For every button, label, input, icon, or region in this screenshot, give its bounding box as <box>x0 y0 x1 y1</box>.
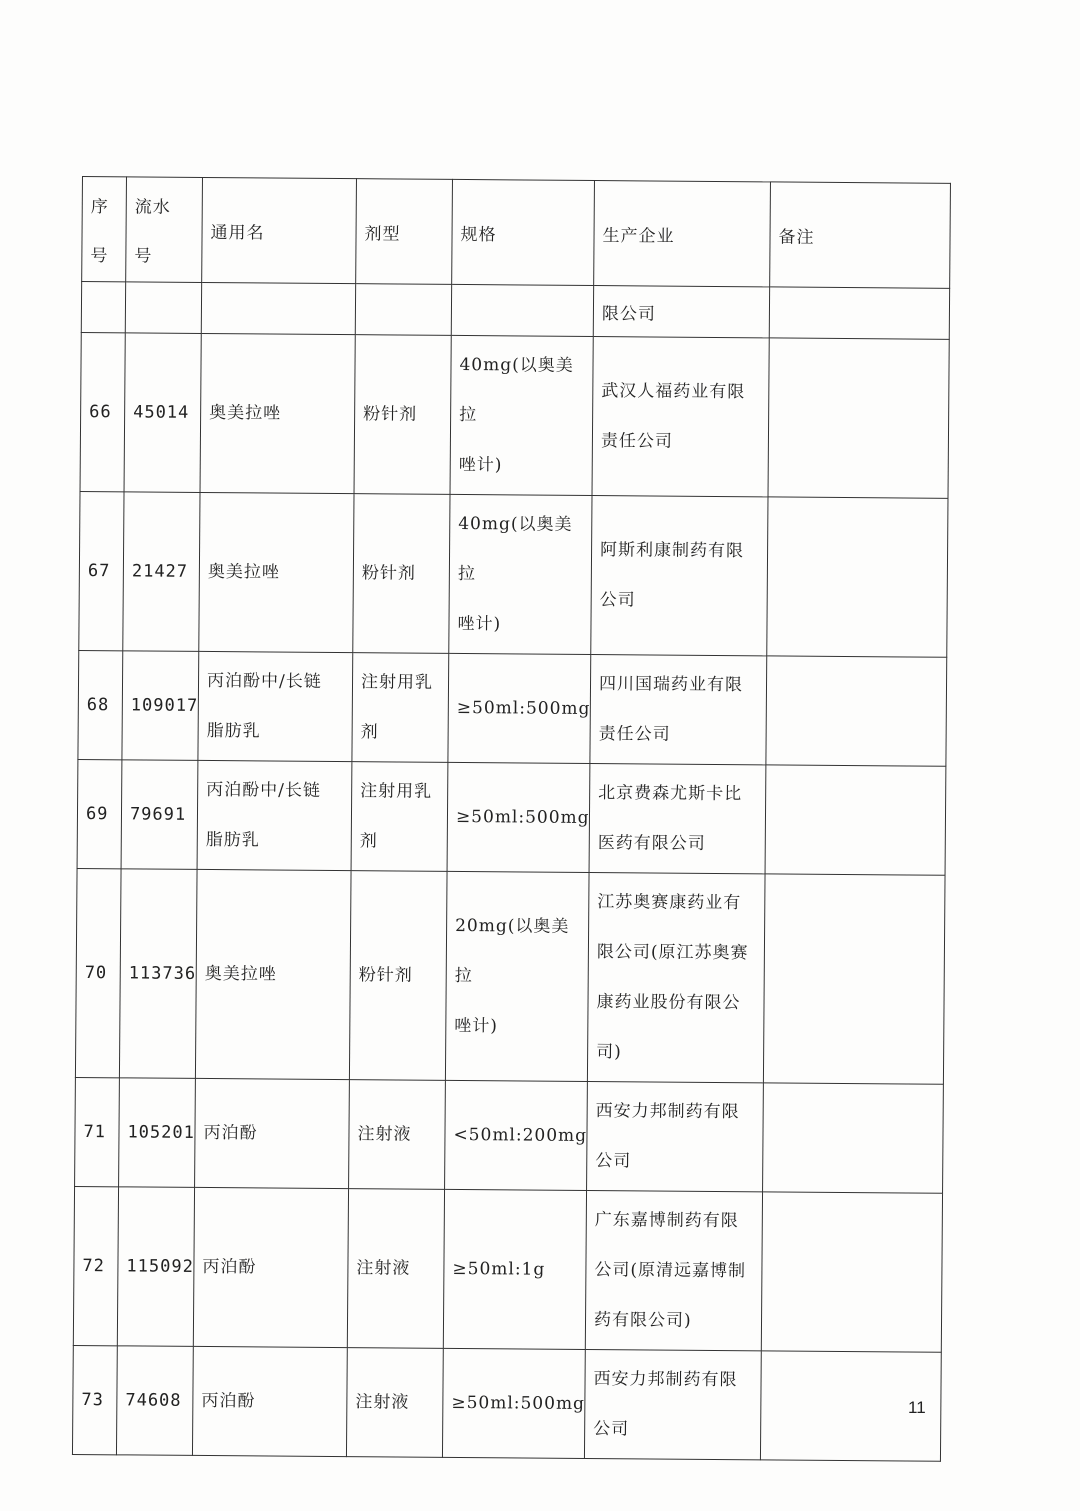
cell-name <box>195 1078 350 1188</box>
cell-line: ≥50ml:500mg <box>456 697 591 720</box>
cell-line: ≥50ml:500mg <box>451 1392 586 1414</box>
cell-line: 司) <box>596 1042 622 1063</box>
cell-line: 粉针剂 <box>363 404 418 425</box>
page-number: 11 <box>908 1398 926 1417</box>
cell-line: 江苏奥赛康药业有 <box>597 892 742 914</box>
cell-line: 剂 <box>359 831 378 852</box>
cell-line: 粉针剂 <box>361 563 416 584</box>
cell-line: ≥50ml:500mg <box>455 806 590 829</box>
cell-spec <box>445 871 589 1081</box>
cell-manufacturer: 限公司 <box>593 286 769 338</box>
cell-serial: 74608 <box>116 1346 193 1456</box>
cell-note <box>769 287 949 339</box>
cell-line: 公司 <box>595 1151 632 1172</box>
header-spec: 规格 <box>452 179 595 285</box>
cell-spec <box>451 284 593 336</box>
cell-line: 丙泊酚中/长链 <box>206 779 321 801</box>
cell-line: 武汉人福药业有限 <box>601 381 746 403</box>
cell-spec <box>449 494 592 654</box>
cell-line: 丙泊酚 <box>203 1122 258 1144</box>
cell-form <box>351 762 448 872</box>
header-seq: 序 号 <box>82 177 127 282</box>
cell-serial: 45014 <box>124 333 201 493</box>
cell-line: 公司(原清远嘉博制 <box>594 1260 747 1282</box>
cell-line: <50ml:200mg <box>453 1124 588 1146</box>
cell-line: 20mg(以奥美拉 <box>454 915 570 987</box>
cell-serial: 113736 <box>119 869 197 1079</box>
cell-name <box>193 1187 348 1347</box>
cell-line: 公司 <box>599 590 636 611</box>
cell-line: 40mg(以奥美拉 <box>459 354 574 426</box>
cell-serial: 115092 <box>117 1187 194 1347</box>
cell-line: 注射液 <box>355 1392 410 1413</box>
table-header-row <box>82 177 951 289</box>
cell-line: 脂肪乳 <box>206 720 261 742</box>
cell-manufacturer <box>589 764 766 874</box>
cell-line: 西安力邦制药有限 <box>595 1101 740 1123</box>
cell-seq: 66 <box>80 332 125 491</box>
cell-line: 责任公司 <box>598 724 671 745</box>
cell-manufacturer <box>591 496 768 656</box>
cell-note <box>768 338 949 498</box>
cell-note <box>766 656 947 766</box>
cell-line: 奥美拉唑 <box>207 562 280 583</box>
drug-list-table <box>72 176 951 1462</box>
cell-name <box>197 760 352 870</box>
cell-manufacturer <box>587 873 765 1083</box>
cell-name <box>199 492 354 652</box>
cell-line: 丙泊酚 <box>201 1390 256 1412</box>
cell-line: 注射液 <box>356 1258 411 1279</box>
cell-note <box>761 1192 942 1352</box>
cell-form <box>347 1189 444 1349</box>
cell-form <box>349 871 447 1081</box>
cell-line: 唑计) <box>454 1015 499 1037</box>
table-row <box>75 868 945 1084</box>
cell-name <box>200 333 355 493</box>
table-row <box>73 1186 942 1352</box>
cell-seq: 71 <box>75 1077 120 1186</box>
header-manufacturer: 生产企业 <box>594 181 771 287</box>
cell-line: 限公司(原江苏奥赛 <box>596 942 749 964</box>
cell-spec <box>450 335 593 495</box>
cell-seq: 67 <box>79 491 124 650</box>
cell-seq: 68 <box>78 650 123 759</box>
table-row <box>80 332 949 498</box>
cell-line: 注射液 <box>357 1124 412 1145</box>
cell-line: 医药有限公司 <box>597 833 706 854</box>
table-row-continuation <box>81 282 949 340</box>
cell-serial: 21427 <box>123 492 200 652</box>
cell-note <box>767 497 948 657</box>
cell-name <box>201 282 355 334</box>
cell-line: 剂 <box>360 722 379 743</box>
header-form: 剂型 <box>356 179 453 285</box>
cell-line: 阿斯利康制药有限 <box>599 540 745 562</box>
cell-line: 广东嘉博制药有限 <box>594 1210 739 1232</box>
cell-form <box>355 284 451 336</box>
cell-line: 责任公司 <box>600 431 674 452</box>
cell-name <box>192 1346 347 1456</box>
cell-form <box>349 1080 446 1190</box>
header-note: 备注 <box>770 182 951 288</box>
cell-serial: 105201 <box>119 1078 196 1188</box>
cell-manufacturer <box>587 1081 764 1191</box>
cell-spec <box>447 762 590 872</box>
cell-line: 公司 <box>593 1419 630 1440</box>
cell-line: 丙泊酚 <box>202 1256 257 1278</box>
cell-form <box>346 1348 443 1458</box>
cell-spec <box>448 653 591 763</box>
table-row <box>78 650 947 766</box>
cell-manufacturer <box>590 655 767 765</box>
cell-line: 药有限公司) <box>593 1310 692 1331</box>
cell-manufacturer <box>584 1349 761 1459</box>
table-row <box>79 491 948 657</box>
cell-form <box>352 653 449 763</box>
cell-line: 唑计) <box>458 454 503 476</box>
cell-line: 粉针剂 <box>358 965 413 986</box>
cell-line: 奥美拉唑 <box>204 963 277 985</box>
table-row <box>75 1077 944 1193</box>
cell-seq: 73 <box>72 1345 117 1454</box>
cell-line: 注射用乳 <box>360 672 434 693</box>
cell-form <box>354 335 451 495</box>
cell-serial: 109017 <box>122 651 199 761</box>
cell-line: 康药业股份有限公 <box>596 992 741 1014</box>
cell-name <box>195 869 351 1079</box>
cell-line: 注射用乳 <box>360 781 433 802</box>
cell-spec <box>443 1189 586 1349</box>
cell-spec <box>445 1080 588 1190</box>
cell-serial: 79691 <box>121 760 198 870</box>
cell-seq: 72 <box>73 1186 118 1345</box>
cell-seq: 69 <box>77 759 122 868</box>
cell-manufacturer <box>585 1190 762 1350</box>
cell-note <box>765 765 946 875</box>
cell-seq: 70 <box>75 868 121 1077</box>
cell-spec <box>442 1348 585 1458</box>
cell-line: ≥50ml:1g <box>452 1258 546 1280</box>
header-serial: 流水 号 <box>126 177 203 283</box>
table-row <box>77 759 946 875</box>
cell-line: 四川国瑞药业有限 <box>598 674 744 696</box>
cell-serial <box>125 282 201 334</box>
cell-line: 40mg(以奥美拉 <box>457 513 573 585</box>
cell-name <box>198 651 353 761</box>
cell-line: 北京费森尤斯卡比 <box>598 783 743 805</box>
cell-note <box>763 874 945 1084</box>
cell-manufacturer <box>592 337 769 497</box>
header-name: 通用名 <box>202 177 357 283</box>
cell-note <box>763 1083 944 1193</box>
cell-line: 唑计) <box>457 613 502 635</box>
cell-line: 丙泊酚中/长链 <box>206 670 322 692</box>
cell-seq <box>81 282 125 333</box>
cell-line: 奥美拉唑 <box>209 403 282 424</box>
cell-line: 脂肪乳 <box>205 829 260 851</box>
cell-line: 西安力邦制药有限 <box>593 1369 738 1391</box>
table-row <box>72 1345 941 1461</box>
cell-form <box>353 494 450 654</box>
